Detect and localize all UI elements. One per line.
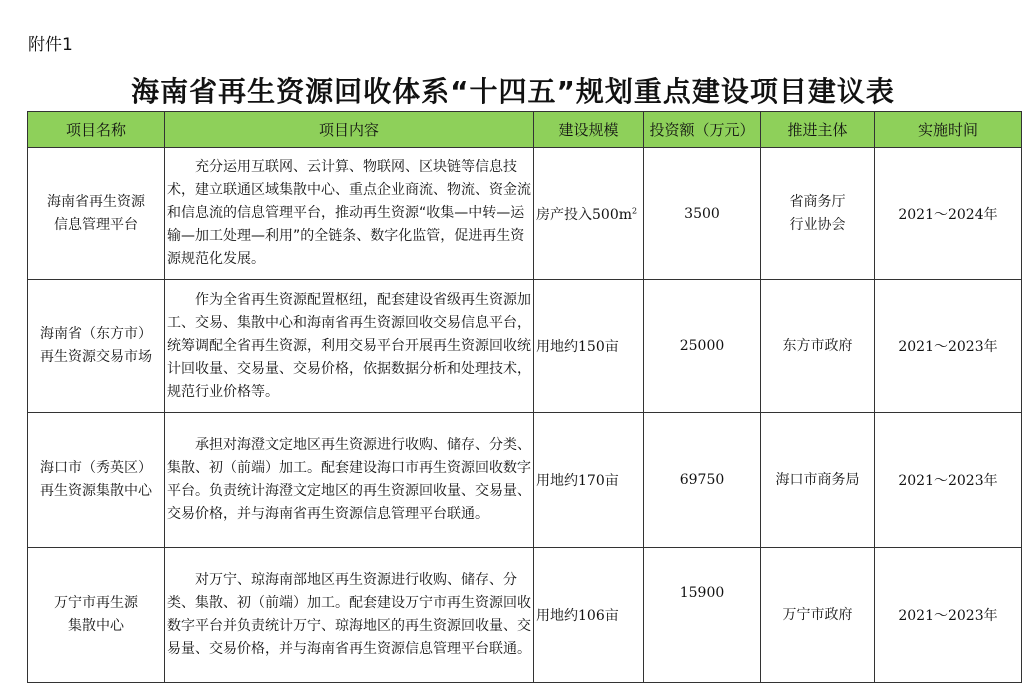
project-content-text: 充分运用互联网、云计算、物联网、区块链等信息技术，建立联通区域集散中心、重点企业商流、物流、资金流和信息流的信息管理平台，推动再生资源“收集—中转—运输—加工处理—利用”的全链条、数字化监管，促进再生资源规范化发展。	[167, 159, 531, 267]
header-lead-entity: 推进主体	[761, 112, 875, 148]
table-row	[28, 148, 1022, 280]
project-content-text: 对万宁、琼海南部地区再生资源进行收购、储存、分类、集散、初（前端）加工。配套建设万宁市再生资源回收数字平台并负责统计万宁、琼海地区的再生资源回收量、交易量、交易价格，并与海南省再生资源信息管理平台联通。	[167, 572, 531, 657]
project-content-cell	[165, 148, 534, 280]
header-implementation-time: 实施时间	[875, 112, 1022, 148]
project-name-line: 万宁市再生源	[54, 595, 138, 611]
lead-entity-line: 东方市政府	[782, 337, 853, 354]
project-name-line: 再生资源集散中心	[40, 483, 152, 499]
project-name-cell	[28, 280, 165, 413]
lead-entity-line: 万宁市政府	[782, 606, 853, 623]
header-construction-scale: 建设规模	[534, 112, 644, 148]
lead-entity-line: 海口市商务局	[775, 471, 860, 488]
project-name-cell	[28, 148, 165, 280]
implementation-time-cell: 2021～2023年	[875, 280, 1022, 413]
implementation-time-cell: 2021～2024年	[875, 148, 1022, 280]
project-name-line: 集散中心	[68, 618, 124, 634]
project-name-line: 海口市（秀英区）	[40, 460, 152, 476]
project-name-line: 海南省再生资源	[47, 193, 145, 210]
implementation-time-cell: 2021～2023年	[875, 548, 1022, 683]
construction-scale-cell: 用地约106亩	[534, 548, 644, 683]
construction-scale-cell	[534, 148, 644, 280]
investment-cell: 3500	[644, 148, 761, 280]
investment-cell: 25000	[644, 280, 761, 413]
lead-entity-line: 省商务厅	[789, 193, 846, 210]
header-investment: 投资额（万元）	[644, 112, 761, 148]
table-header-row	[28, 112, 1022, 148]
lead-entity-line: 行业协会	[789, 216, 846, 233]
project-table	[27, 111, 1022, 683]
project-name-line: 信息管理平台	[54, 216, 138, 233]
document-title: 海南省再生资源回收体系“十四五”规划重点建设项目建议表	[131, 75, 895, 108]
table-row	[28, 413, 1022, 548]
lead-entity-cell	[761, 148, 875, 280]
attachment-label: 附件1	[28, 35, 73, 55]
investment-cell: 69750	[644, 413, 761, 548]
investment-value: 15900	[679, 585, 725, 601]
construction-scale-text: 房产投入500m	[536, 206, 632, 223]
lead-entity-cell	[761, 280, 875, 413]
construction-scale-cell: 用地约170亩	[534, 413, 644, 548]
project-content-text: 作为全省再生资源配置枢纽，配套建设省级再生资源加工、交易、集散中心和海南省再生资源回收交易信息平台，统筹调配全省再生资源，利用交易平台开展再生资源回收统计回收量、交易量、交易价格，依据数据分析和处理技术，规范行业价格等。	[167, 291, 531, 400]
construction-scale-cell: 用地约150亩	[534, 280, 644, 413]
lead-entity-cell	[761, 413, 875, 548]
construction-scale-superscript: 2	[632, 205, 638, 215]
project-name-line: 海南省（东方市）	[40, 326, 152, 342]
table-row	[28, 548, 1022, 683]
header-project-name: 项目名称	[28, 112, 165, 148]
project-content-text: 承担对海澄文定地区再生资源进行收购、储存、分类、集散、初（前端）加工。配套建设海口市再生资源回收数字平台。负责统计海澄文定地区的再生资源回收量、交易量、交易价格，并与海南省再生资源信息管理平台联通。	[167, 437, 531, 522]
implementation-time-cell: 2021～2023年	[875, 413, 1022, 548]
header-project-content: 项目内容	[165, 112, 534, 148]
investment-cell	[644, 548, 761, 683]
project-name-cell	[28, 548, 165, 683]
project-content-cell	[165, 548, 534, 683]
project-content-cell	[165, 280, 534, 413]
lead-entity-cell	[761, 548, 875, 683]
project-name-line: 再生资源交易市场	[40, 349, 152, 365]
table-row	[28, 280, 1022, 413]
project-content-cell	[165, 413, 534, 548]
project-name-cell	[28, 413, 165, 548]
